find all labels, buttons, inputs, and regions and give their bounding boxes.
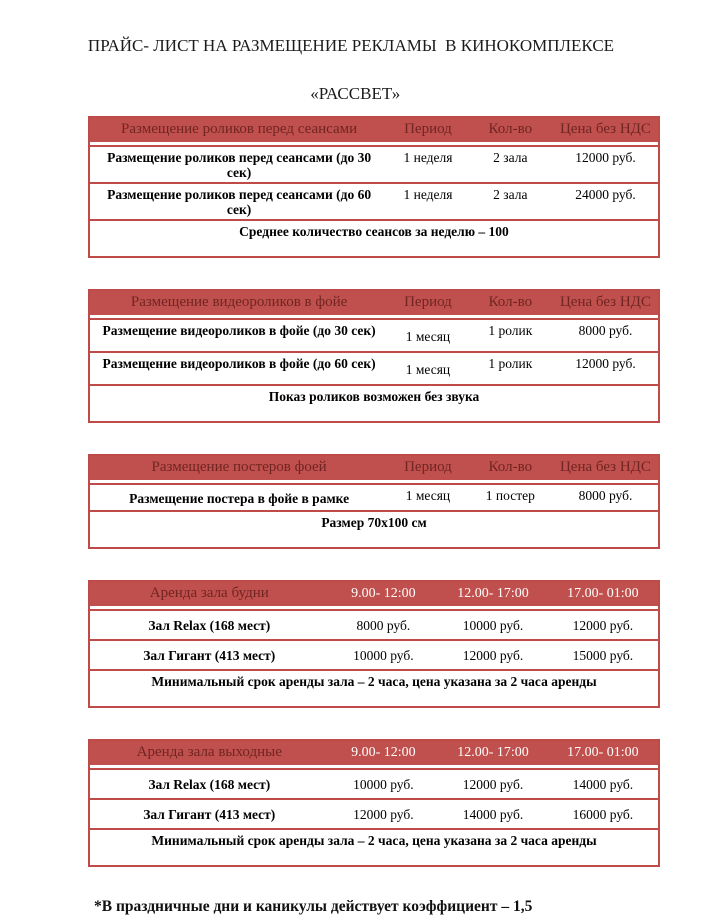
page-title — [40, 34, 662, 106]
row-label: Размещение видеороликов в фойе (до 60 сек) — [90, 351, 388, 384]
price-tables — [88, 116, 660, 867]
table-title: Размещение видеороликов в фойе — [90, 291, 388, 318]
column-header: 9.00- 12:00 — [329, 741, 439, 768]
value-cell: 12000 руб. — [329, 798, 439, 828]
value-cell: 8000 руб. — [553, 483, 658, 510]
table-row — [90, 145, 658, 182]
column-header: Период — [388, 456, 468, 483]
row-label: Размещение роликов перед сеансами (до 60 сек) — [90, 182, 388, 219]
table-note: Размер 70х100 см — [90, 510, 658, 547]
page-title-line2: «РАССВЕТ» — [310, 84, 401, 103]
value-cell: 14000 руб. — [438, 798, 548, 828]
column-header: Кол-во — [468, 118, 553, 145]
value-cell: 1 месяц — [388, 318, 468, 351]
table-note: Минимальный срок аренды зала – 2 часа, цена указана за 2 часа аренды — [90, 669, 658, 706]
column-header: Цена без НДС — [553, 118, 658, 145]
value-cell: 12000 руб. — [553, 145, 658, 182]
table-note: Среднее количество сеансов за неделю – 100 — [90, 219, 658, 256]
table-title: Размещение роликов перед сеансами — [90, 118, 388, 145]
row-label: Зал Relax (168 мест) — [90, 768, 329, 798]
table-header-row — [90, 456, 658, 483]
column-header: Цена без НДС — [553, 291, 658, 318]
row-label: Зал Relax (168 мест) — [90, 609, 329, 639]
value-cell: 1 месяц — [388, 351, 468, 384]
value-cell: 1 постер — [468, 483, 553, 510]
value-cell: 10000 руб. — [329, 639, 439, 669]
value-cell: 10000 руб. — [438, 609, 548, 639]
value-cell: 15000 руб. — [548, 639, 658, 669]
table-title: Аренда зала выходные — [90, 741, 329, 768]
table-hall-rent-weekends — [88, 739, 660, 867]
row-label: Размещение роликов перед сеансами (до 30 сек) — [90, 145, 388, 182]
table-note: Минимальный срок аренды зала – 2 часа, цена указана за 2 часа аренды — [90, 828, 658, 865]
value-cell: 2 зала — [468, 182, 553, 219]
value-cell: 12000 руб. — [548, 609, 658, 639]
column-header: 17.00- 01:00 — [548, 741, 658, 768]
value-cell: 8000 руб. — [553, 318, 658, 351]
value-cell: 1 неделя — [388, 182, 468, 219]
price-list-document — [0, 34, 702, 916]
value-cell: 12000 руб. — [553, 351, 658, 384]
table-title: Аренда зала будни — [90, 582, 329, 609]
row-label: Зал Гигант (413 мест) — [90, 798, 329, 828]
table-row — [90, 639, 658, 669]
value-cell: 2 зала — [468, 145, 553, 182]
table-note: Показ роликов возможен без звука — [90, 384, 658, 421]
table-row — [90, 351, 658, 384]
table-pre-session-ads — [88, 116, 660, 258]
table-header-row — [90, 118, 658, 145]
column-header: Кол-во — [468, 456, 553, 483]
table-row — [90, 609, 658, 639]
value-cell: 24000 руб. — [553, 182, 658, 219]
value-cell: 1 неделя — [388, 145, 468, 182]
table-foyer-posters — [88, 454, 660, 549]
value-cell: 1 ролик — [468, 351, 553, 384]
column-header: 12.00- 17:00 — [438, 741, 548, 768]
table-row — [90, 318, 658, 351]
value-cell: 16000 руб. — [548, 798, 658, 828]
table-note-row — [90, 828, 658, 865]
table-note-row — [90, 219, 658, 256]
table-title: Размещение постеров фоей — [90, 456, 388, 483]
column-header: Цена без НДС — [553, 456, 658, 483]
table-hall-rent-weekdays — [88, 580, 660, 708]
row-label: Размещение видеороликов в фойе (до 30 сек) — [90, 318, 388, 351]
table-note-row — [90, 510, 658, 547]
row-label: Зал Гигант (413 мест) — [90, 639, 329, 669]
table-note-row — [90, 669, 658, 706]
value-cell: 14000 руб. — [548, 768, 658, 798]
table-row — [90, 483, 658, 510]
column-header: 12.00- 17:00 — [438, 582, 548, 609]
table-row — [90, 182, 658, 219]
column-header: 17.00- 01:00 — [548, 582, 658, 609]
table-note-row — [90, 384, 658, 421]
table-header-row — [90, 582, 658, 609]
table-row — [90, 768, 658, 798]
page-title-line1: ПРАЙС- ЛИСТ НА РАЗМЕЩЕНИЕ РЕКЛАМЫ В КИНОКОМПЛЕКСЕ — [87, 36, 615, 55]
row-label: Размещение постера в фойе в рамке — [90, 483, 388, 510]
column-header: Период — [388, 118, 468, 145]
table-header-row — [90, 741, 658, 768]
value-cell: 12000 руб. — [438, 768, 548, 798]
column-header: Кол-во — [468, 291, 553, 318]
value-cell: 1 ролик — [468, 318, 553, 351]
table-row — [90, 798, 658, 828]
column-header: 9.00- 12:00 — [329, 582, 439, 609]
value-cell: 10000 руб. — [329, 768, 439, 798]
value-cell: 8000 руб. — [329, 609, 439, 639]
value-cell: 12000 руб. — [438, 639, 548, 669]
table-foyer-video — [88, 289, 660, 423]
table-header-row — [90, 291, 658, 318]
footnote: *В праздничные дни и каникулы действует коэффициент – 1,5 — [94, 898, 533, 915]
column-header: Период — [388, 291, 468, 318]
value-cell: 1 месяц — [388, 483, 468, 510]
